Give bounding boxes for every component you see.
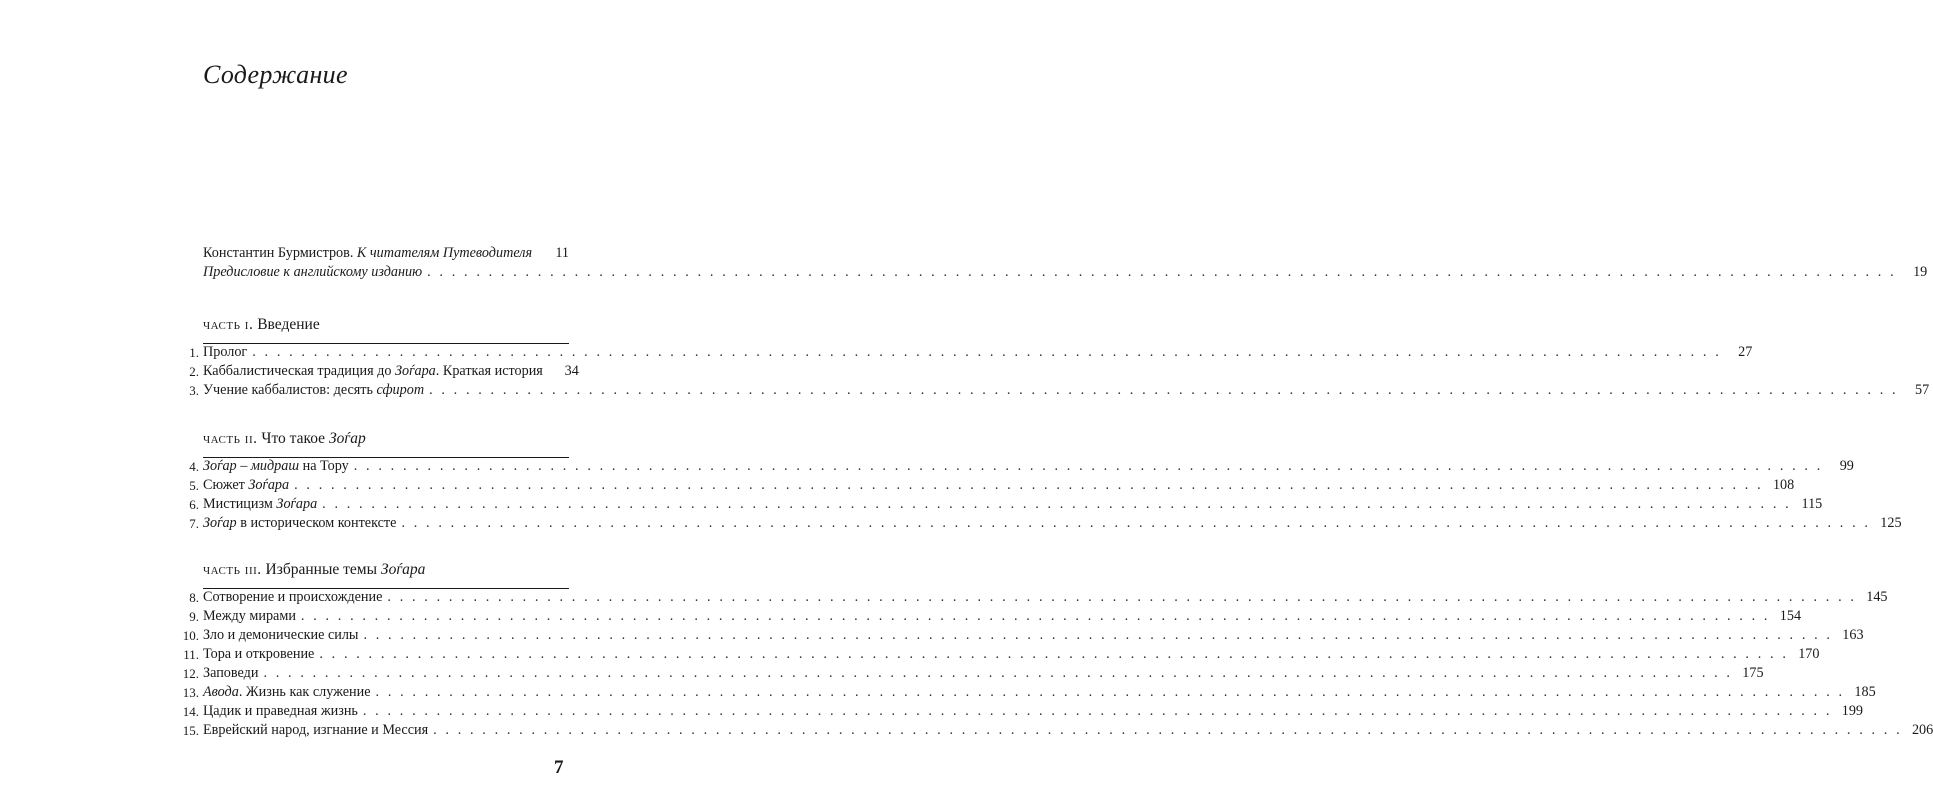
part-chapter-list — [182, 588, 1933, 740]
toc-chapter-row[interactable] — [189, 607, 1802, 626]
leader-dots: . . . . . . . . . . . . . . . . . . . . . . . . . . . . . . . . . . . . . . . . . . . . . . . . . . . . . . . . . . . . . . . . . . . . . . . . . . . . . . . . . . . . . . . . . . . . . . . . . . . . . . . . . . . . . . . . . . . . . . . . — [429, 382, 1899, 398]
leader-dots: . . . . . . . . . . . . . . . . . . . . . . . . . . . . . . . . . . . . . . . . . . . . . . . . . . . . . . . . . . . . . . . . . . . . . . . . . . . . . . . . . . . . . . . . . . . . . . . . . . . . . . . . . . . . . . . . . . . . . . . . — [387, 589, 1857, 605]
leader-dots: . . . . . . . . . . . . . . . . . . . . . . . . . . . . . . . . . . . . . . . . . . . . . . . . . . . . . . . . . . . . . . . . . . . . . . . . . . . . . . . . . . . . . . . . . . . . . . . . . . . . . . . . . . . . . . . . . . . . . . . . — [319, 646, 1789, 662]
chapter-number: 6. — [189, 497, 199, 512]
toc-chapter-row[interactable] — [189, 457, 1854, 476]
intro-section — [203, 244, 1928, 282]
page-number: 7 — [554, 757, 564, 778]
toc-page-number: 199 — [1841, 703, 1863, 719]
leader-dots: . . . . . . . . . . . . . . . . . . . . . . . . . . . . . . . . . . . . . . . . . . . . . . . . . . . . . . . . . . . . . . . . . . . . . . . . . . . . . . . . . . . . . . . . . . . . . . . . . . . . . . . . . . . . . . . . . . . . . . . . — [433, 722, 1903, 738]
chapter-number: 9. — [189, 609, 199, 624]
toc-page-number: 115 — [1801, 496, 1823, 512]
part-chapter-list — [189, 457, 1902, 533]
toc-chapter-row[interactable] — [189, 476, 1795, 495]
leader-dots: . . . . . . . . . . . . . . . . . . . . . . . . . . . . . . . . . . . . . . . . . . . . . . . . . . . . . . . . . . . . . . . . . . . . . . . . . . . . . . . . . . . . . . . . . . . . . . . . . . . . . . . . . . . . . . . . . . . . . . . . — [263, 665, 1733, 681]
part-prefix: часть i. — [203, 316, 254, 333]
toc-page-number: 185 — [1854, 684, 1876, 700]
toc-entry-title: 8. Сотворение и происхождение — [189, 589, 383, 605]
toc-entry-title: Константин Бурмистров. К читателям Путеводителя — [203, 245, 533, 261]
toc-page-number: 108 — [1772, 477, 1795, 493]
chapter-number: 11. — [183, 647, 199, 662]
toc-page-number: 125 — [1880, 515, 1902, 531]
toc-page-number: 34 — [564, 363, 579, 379]
toc-entry-title: 10. Зло и демонические силы — [182, 627, 359, 643]
toc-page-number: 19 — [1913, 264, 1928, 280]
part-name: Введение — [253, 316, 320, 333]
leader-dots: . . . . . . . . . . . . . . . . . . . . . . . . . . . . . . . . . . . . . . . . . . . . . . . . . . . . . . . . . . . . . . . . . . . . . . . . . . . . . . . . . . . . . . . . . . . . . . . . . . . . . . . . . . . . . . . . . . . . . . . . — [294, 477, 1764, 493]
toc-entry-title: 15. Еврейский народ, изгнание и Мессия — [182, 722, 429, 738]
toc-entry-title: 5. Сюжет Зоѓара — [189, 477, 290, 493]
leader-dots: . . . . . . . . . . . . . . . . . . . . . . . . . . . . . . . . . . . . . . . . . . . . . . . . . . . . . . . . . . . . . . . . . . . . . . . . . . . . . . . . . . . . . . . . . . . . . . . . . . . . . . . . . . . . . . . . . . . . . . . . — [353, 458, 1823, 474]
toc-entry-title: 1. Пролог — [189, 344, 248, 360]
toc-page-number: 145 — [1866, 589, 1888, 605]
toc-intro-row[interactable] — [203, 263, 1928, 282]
chapter-number: 3. — [189, 383, 199, 398]
toc-chapter-row[interactable] — [183, 645, 1820, 664]
toc-entry-title: 11. Тора и откровение — [183, 646, 315, 662]
leader-dots: . . . . . . . . . . . . . . . . . . . . . . . . . . . . . . . . . . . . . . . . . . . . . . . . . . . . . . . . . . . . . . . . . . . . . . . . . . . . . . . . . . . . . . . . . . . . . . . . . . . . . . . . . . . . . . . . . . . . . . . . — [252, 344, 1722, 360]
leader-dots: . . . . . . . . . . . . . . . . . . . . . . . . . . . . . . . . . . . . . . . . . . . . . . . . . . . . . . . . . . . . . . . . . . . . . . . . . . . . . . . . . . . . . . . . . . . . . . . . . . . . . . . . . . . . . . . . . . . . . . . . — [401, 515, 1871, 531]
toc-entry-title: Предисловие к английскому изданию — [203, 264, 423, 280]
toc-entry-title: 2. Каббалистическая традиция до Зоѓара. Краткая история — [189, 363, 543, 379]
toc-intro-row[interactable] — [203, 244, 569, 263]
leader-dots: . . . . . . . . . . . . . . . . . . . . . . . . . . . . . . . . . . . . . . . . . . . . . . . . . . . . . . . . . . . . . . . . . . . . . . . . . . . . . . . . . . . . . . . . . . . . . . . . . . . . . . . . . . . . . . . . . . . . . . . . — [375, 684, 1845, 700]
chapter-number: 1. — [189, 345, 199, 360]
part-heading — [203, 561, 425, 579]
toc-chapter-row[interactable] — [189, 362, 579, 381]
part-prefix: часть iii. — [203, 561, 262, 578]
toc-chapter-row[interactable] — [182, 702, 1863, 721]
toc-entry-title: 12. Заповеди — [182, 665, 259, 681]
chapter-number: 2. — [189, 364, 199, 379]
toc-entry-title: 7. Зоѓар в историческом контексте — [189, 515, 397, 531]
toc-chapter-row[interactable] — [189, 495, 1823, 514]
toc-page-number: 175 — [1742, 665, 1764, 681]
part-name: Избранные темы Зоѓара — [261, 561, 426, 578]
leader-dots: . . . . . . . . . . . . . . . . . . . . . . . . . . . . . . . . . . . . . . . . . . . . . . . . . . . . . . . . . . . . . . . . . . . . . . . . . . . . . . . . . . . . . . . . . . . . . . . . . . . . . . . . . . . . . . . . . . . . . . . . — [362, 703, 1832, 719]
toc-entry-title: 3. Учение каббалистов: десять сфирот — [189, 382, 425, 398]
chapter-number: 13. — [182, 685, 199, 700]
part-prefix: часть ii. — [203, 430, 258, 447]
toc-page-number: 11 — [555, 245, 569, 261]
chapter-number: 4. — [189, 459, 199, 474]
toc-entry-title: 14. Цадик и праведная жизнь — [182, 703, 358, 719]
chapter-number: 5. — [189, 478, 199, 493]
leader-dots: . . . . . . . . . . . . . . . . . . . . . . . . . . . . . . . . . . . . . . . . . . . . . . . . . . . . . . . . . . . . . . . . . . . . . . . . . . . . . . . . . . . . . . . . . . . . . . . . . . . . . . . . . . . . . . . . . . . . . . . . — [363, 627, 1833, 643]
toc-page-number: 170 — [1798, 646, 1820, 662]
toc-chapter-row[interactable] — [182, 683, 1876, 702]
toc-entry-title: 9. Между мирами — [189, 608, 296, 624]
toc-chapter-row[interactable] — [182, 721, 1933, 740]
toc-page-number: 154 — [1779, 608, 1802, 624]
toc-chapter-row[interactable] — [189, 514, 1902, 533]
leader-dots — [537, 244, 538, 263]
leader-dots: . . . . . . . . . . . . . . . . . . . . . . . . . . . . . . . . . . . . . . . . . . . . . . . . . . . . . . . . . . . . . . . . . . . . . . . . . . . . . . . . . . . . . . . . . . . . . . . . . . . . . . . . . . . . . . . . . . . . . . . . — [427, 264, 1897, 280]
part-name: Что такое Зоѓар — [257, 430, 366, 447]
leader-dots: . . . . . . . . . . . . . . . . . . . . . . . . . . . . . . . . . . . . . . . . . . . . . . . . . . . . . . . . . . . . . . . . . . . . . . . . . . . . . . . . . . . . . . . . . . . . . . . . . . . . . . . . . . . . . . . . . . . . . . . . — [300, 608, 1771, 624]
toc-entry-title: 4. Зоѓар – мидраш на Тору — [189, 458, 349, 474]
toc-chapter-row[interactable] — [189, 588, 1888, 607]
chapter-number: 15. — [182, 723, 199, 738]
part-heading — [203, 316, 320, 334]
toc-page-number: 163 — [1842, 627, 1864, 643]
chapter-number: 12. — [182, 666, 199, 681]
chapter-number: 14. — [182, 704, 199, 719]
toc-page-number: 206 — [1911, 722, 1933, 738]
toc-chapter-row[interactable] — [189, 343, 1753, 362]
toc-entry-title: 13. Авода. Жизнь как служение — [182, 684, 371, 700]
toc-chapter-row[interactable] — [182, 626, 1864, 645]
toc-chapter-row[interactable] — [182, 664, 1764, 683]
toc-page-number: 99 — [1839, 458, 1854, 474]
chapter-number: 10. — [182, 628, 199, 643]
toc-page-number: 27 — [1738, 344, 1753, 360]
toc-chapter-row[interactable] — [189, 381, 1930, 400]
chapter-number: 7. — [189, 516, 199, 531]
chapter-number: 8. — [189, 590, 199, 605]
toc-page-number: 57 — [1914, 382, 1930, 398]
page-title: Содержание — [203, 60, 348, 89]
leader-dots: . . . . . . . . . . . . . . . . . . . . . . . . . . . . . . . . . . . . . . . . . . . . . . . . . . . . . . . . . . . . . . . . . . . . . . . . . . . . . . . . . . . . . . . . . . . . . . . . . . . . . . . . . . . . . . . . . . . . . . . . — [322, 496, 1792, 512]
part-chapter-list — [189, 343, 1930, 400]
toc-entry-title: 6. Мистицизм Зоѓара — [189, 496, 318, 512]
part-heading — [203, 430, 366, 448]
